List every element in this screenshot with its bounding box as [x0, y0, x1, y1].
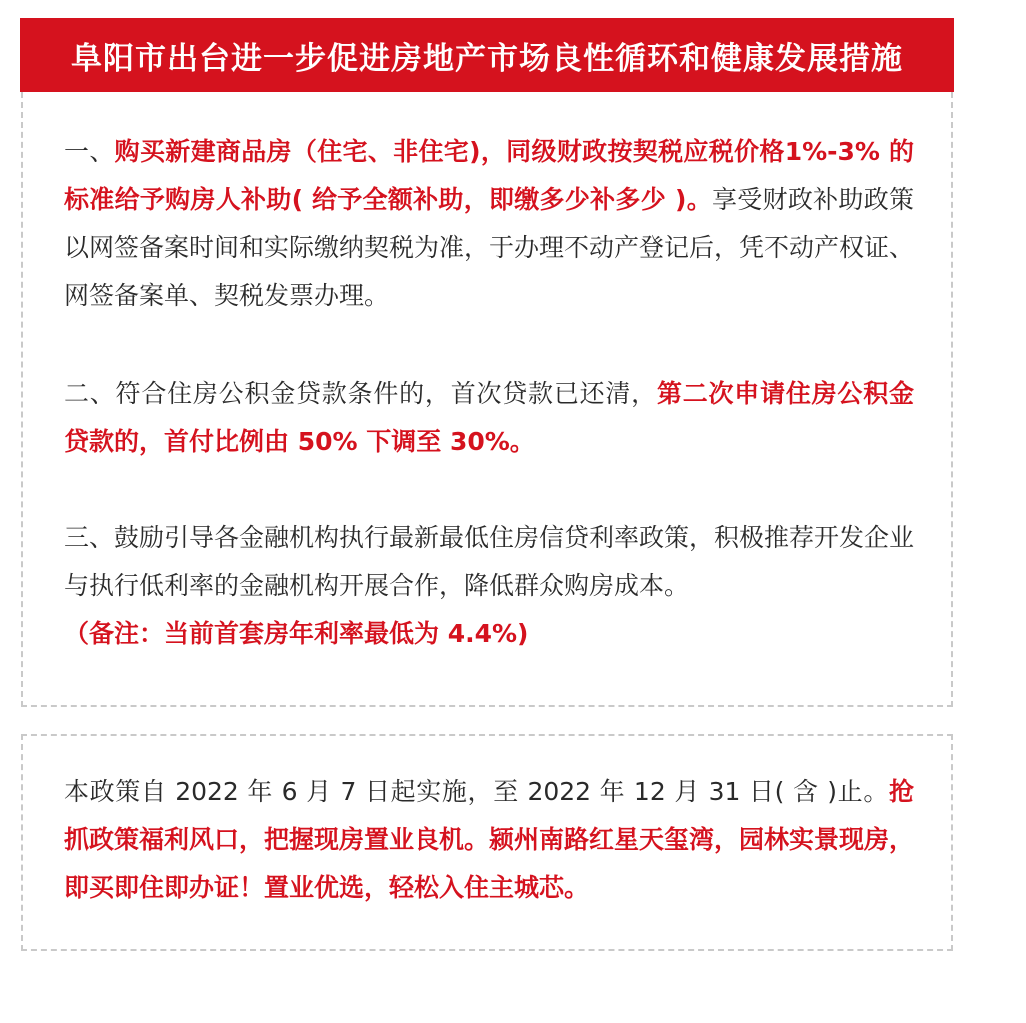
policy-item-2: [64, 370, 914, 466]
policy-item-3: [64, 514, 914, 658]
page-title: 阜阳市出台进一步促进房地产市场良性循环和健康发展措施: [71, 40, 903, 77]
policy-item-1-highlight: 购买新建商品房（住宅、非住宅)，同级财政按契税应税价格1%-3% 的标准给予购房人补助( 给予全额补助，即缴多少补多少 )。: [64, 137, 914, 214]
policy-item-3-note: （备注：当前首套房年利率最低为 4.4%): [64, 619, 529, 648]
policy-item-1-text: 享受财政补助政策以网签备案时间和实际缴纳契税为准，于办理不动产登记后，凭不动产权证、网签备案单、契税发票办理。: [64, 185, 915, 310]
policy-item-1-prefix: 一、: [64, 137, 115, 166]
policy-item-1: [64, 128, 914, 320]
promo-highlight: 抢抓政策福利风口，把握现房置业良机。颍州南路红星天玺湾，园林实景现房，即买即住即办证！置业优选，轻松入住主城芯。: [64, 777, 915, 902]
policy-effective-period: [64, 768, 914, 912]
policy-effective-text: 本政策自 2022 年 6 月 7 日起实施，至 2022 年 12 月 31 日( 含 )止。: [64, 777, 889, 806]
title-banner: [20, 18, 954, 92]
policy-item-2-highlight: 第二次申请住房公积金贷款的，首付比例由 50% 下调至 30%。: [64, 379, 914, 456]
policy-item-2-text: 二、符合住房公积金贷款条件的，首次贷款已还清，: [64, 379, 657, 408]
policy-item-3-text: 三、鼓励引导各金融机构执行最新最低住房信贷利率政策，积极推荐开发企业与执行低利率的金融机构开展合作，降低群众购房成本。: [64, 523, 915, 600]
